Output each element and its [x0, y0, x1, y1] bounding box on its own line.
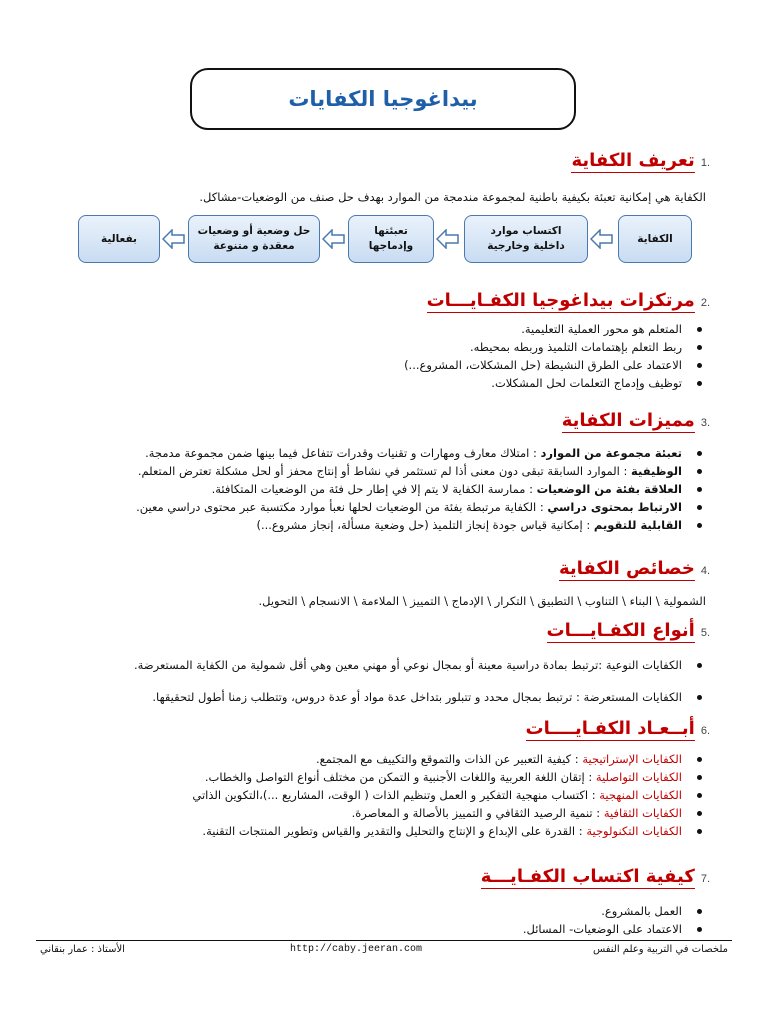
list-item: توظيف وإدماج التعلمات لحل المشكلات. — [404, 374, 710, 392]
flow-box-label: وإدماجها — [368, 240, 414, 252]
footer-divider — [36, 940, 732, 941]
feature-text: : إمكانية قياس جودة إنجاز التلميذ (حل وضعية مسألة، إنجاز مشروع...) — [256, 518, 594, 532]
list-item — [136, 444, 710, 462]
list-item — [192, 786, 710, 804]
section-title: كيفية اكتساب الكفـايـــة — [480, 866, 695, 887]
section-number: .6 — [700, 725, 710, 737]
dimension-text: : القدرة على الإبداع و الإنتاج والتحليل والتقدير والقياس وتطوير المنتجات التقنية. — [202, 824, 587, 838]
flow-box-label: اكتساب موارد — [490, 225, 562, 237]
flow-box — [78, 215, 160, 263]
flow-box-label: داخلية وخارجية — [487, 240, 565, 252]
section-3-heading — [562, 410, 710, 433]
section-title: تعريف الكفاية — [571, 150, 695, 171]
flow-box-label: معقدة و متنوعة — [213, 240, 295, 252]
section-6-heading — [526, 718, 710, 741]
definition-text: الكفاية هي إمكانية تعبئة بكيفية باطنية لمجموعة مندمجة من الموارد بهدف حل صنف من الوضعيات-مشاكل. — [199, 190, 706, 204]
section-4-heading — [559, 558, 710, 581]
flow-box — [618, 215, 692, 263]
flow-box — [348, 215, 434, 263]
dimension-label: الكفايات التكنولوجية — [586, 824, 682, 838]
list-item — [192, 804, 710, 822]
section-number: .4 — [700, 565, 710, 577]
section-number: .7 — [700, 873, 710, 885]
feature-text: : ممارسة الكفاية لا يتم إلا في إطار حل فئة من الوضعيات المتكافئة. — [211, 482, 537, 496]
dimension-label: الكفايات التواصلية — [595, 770, 682, 784]
dimension-text: : تنمية الرصيد الثقافي و التمييز بالأصالة و المعاصرة. — [351, 806, 604, 820]
competence-flow-diagram — [0, 215, 768, 267]
flow-box-label: تعبئتها — [374, 225, 408, 237]
list-item: الاعتماد على الوضعيات- المسائل. — [523, 920, 710, 938]
section-title: خصائص الكفاية — [558, 558, 695, 579]
dimension-text: : كيفية التعبير عن الذات والتموقع والتكييف مع المجتمع. — [315, 752, 583, 766]
feature-label: تعبئة مجموعة من الموارد — [540, 446, 682, 460]
footer-url[interactable]: http://caby.jeeran.com — [290, 944, 423, 955]
footer-right-text: ملخصات في التربية وعلم النفس — [592, 944, 728, 955]
footer-author: الأستاذ : عمار بنقاني — [40, 944, 125, 955]
flow-box-label: بفعالية — [101, 232, 137, 245]
section-number: .3 — [700, 417, 710, 429]
feature-label: العلاقة بفئة من الوضعيات — [536, 482, 682, 496]
list-item — [136, 516, 710, 534]
section-title: مرتكزات بيداغوجيا الكفـايـــات — [426, 290, 695, 311]
flow-box — [188, 215, 320, 263]
acquisition-list — [523, 902, 710, 938]
section-title: أبــعـاد الكفـايــــات — [525, 718, 695, 739]
pillars-list — [404, 320, 710, 392]
list-item — [192, 768, 710, 786]
dimension-label: الكفايات الإستراتيجية — [582, 752, 682, 766]
list-item: الاعتماد على الطرق النشيطة (حل المشكلات، المشروع...) — [404, 356, 710, 374]
arrow-left-icon — [322, 229, 346, 249]
section-5-heading — [547, 620, 710, 643]
list-item: ربط التعلم بإهتمامات التلميذ وربطه بمحيطه. — [404, 338, 710, 356]
dimension-label: الكفايات الثقافية — [603, 806, 682, 820]
list-item — [136, 498, 710, 516]
feature-label: القابلية للتقويم — [593, 518, 682, 532]
list-item: الكفايات المستعرضة : ترتبط بمجال محدد و تتبلور بتداخل عدة مواد أو عدة دروس، وتتطلب زمنا أطول لتحقيقها. — [134, 688, 710, 720]
dimension-label: الكفايات المنهجية — [599, 788, 682, 802]
features-list — [136, 444, 710, 534]
list-item — [192, 822, 710, 840]
list-item — [192, 750, 710, 768]
flow-box-label: الكفاية — [637, 232, 673, 245]
types-list — [134, 656, 710, 720]
section-2-heading — [427, 290, 710, 313]
flow-box — [464, 215, 588, 263]
feature-text: : الكفاية مرتبطة بفئة من الوضعيات لحلها نعبأ موارد مكتسبة عبر محتوى دراسي معين. — [136, 500, 548, 514]
section-number: .1 — [700, 157, 710, 169]
arrow-left-icon — [162, 229, 186, 249]
section-number: .2 — [700, 297, 710, 309]
characteristics-text: الشمولية \ البناء \ التناوب \ التطبيق \ التكرار \ الإدماج \ التمييز \ الملاءمة \ الانسجام \ التحويل. — [258, 594, 706, 608]
list-item: المتعلم هو محور العملية التعليمية. — [404, 320, 710, 338]
section-title: مميزات الكفاية — [561, 410, 695, 431]
section-number: .5 — [700, 627, 710, 639]
list-item: الكفايات النوعية :ترتبط بمادة دراسية معينة أو بمجال نوعي أو مهني معين وهي أقل شمولية من الكفاية المستعرضة. — [134, 656, 710, 688]
page-title: بيداغوجيا الكفايات — [288, 87, 478, 111]
arrow-left-icon — [436, 229, 460, 249]
section-1-heading — [571, 150, 710, 173]
feature-label: الارتباط بمحتوى دراسي — [547, 500, 682, 514]
section-7-heading — [481, 866, 710, 889]
list-item: العمل بالمشروع. — [523, 902, 710, 920]
list-item — [136, 462, 710, 480]
list-item — [136, 480, 710, 498]
flow-box-label: حل وضعية أو وضعيات — [197, 225, 311, 237]
title-box — [190, 68, 576, 130]
feature-text: : الموارد السابقة تبقى دون معنى أذا لم تستثمر في نشاط أو إنتاج محفز أو لحل مشكلة تعترض المتعلم. — [137, 464, 632, 478]
feature-label: الوظيفية — [631, 464, 682, 478]
feature-text: : امتلاك معارف ومهارات و تقنيات وقدرات تتفاعل فيما بينها ضمن مجموعة مدمجة. — [145, 446, 541, 460]
dimension-text: : إتقان اللغة العربية واللغات الأجنبية و التمكن من مختلف أنواع التواصل والخطاب. — [204, 770, 596, 784]
dimensions-list — [192, 750, 710, 840]
section-title: أنواع الكفـايـــات — [546, 620, 695, 641]
arrow-left-icon — [590, 229, 614, 249]
dimension-text: : اكتساب منهجية التفكير و العمل وتنظيم الذات ( الوقت، المشاريع ...)،التكوين الذاتي — [192, 788, 600, 802]
